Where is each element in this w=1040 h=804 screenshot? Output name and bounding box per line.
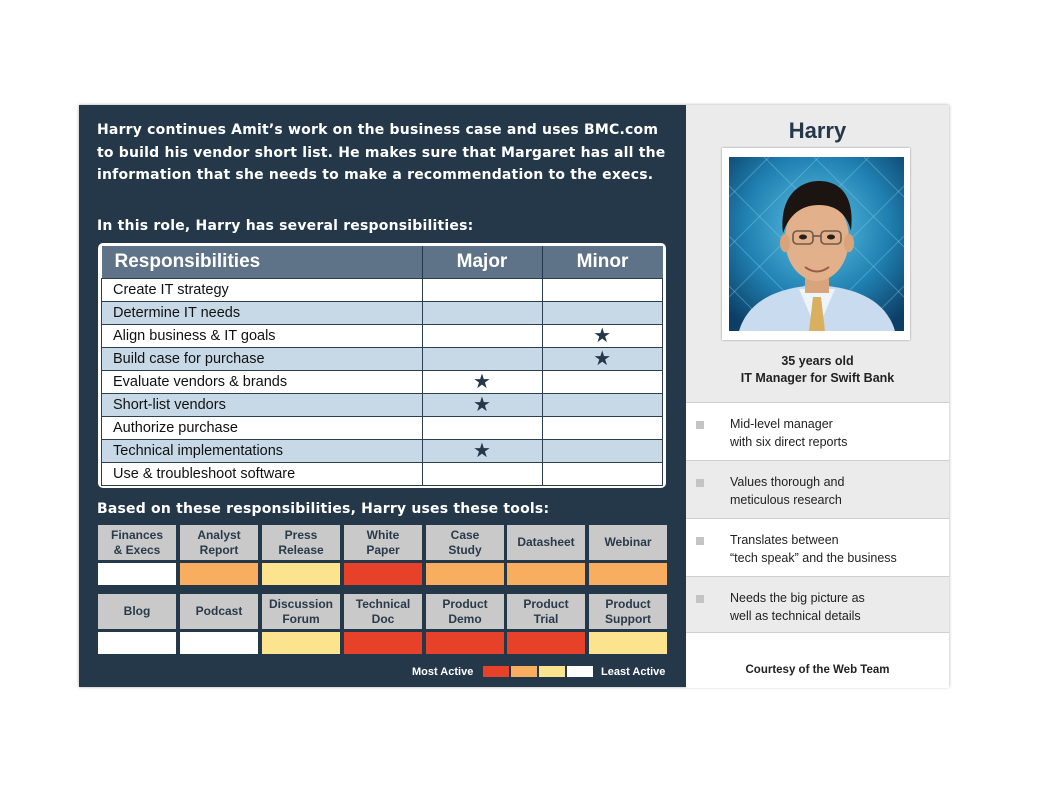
scale-swatch-most [482,665,510,678]
tool-activity-level [589,632,667,654]
column-header-responsibilities: Responsibilities [102,246,423,279]
minor-star-icon: ★ [542,325,663,348]
major-star-icon [422,302,542,325]
tool-activity-level [262,563,340,585]
minor-star-icon: ★ [542,348,663,371]
persona-photo [729,157,904,331]
responsibility-label: Align business & IT goals [102,325,423,348]
tool-tile [180,594,258,654]
responsibility-label: Evaluate vendors & brands [102,371,423,394]
trait-item [686,460,949,518]
persona-photo-frame [722,148,910,340]
table-row [102,394,663,417]
table-row [102,417,663,440]
responsibility-label: Determine IT needs [102,302,423,325]
minor-star-icon [542,279,663,302]
tool-activity-level [180,632,258,654]
trait-item [686,576,949,634]
major-star-icon: ★ [422,371,542,394]
table-row [102,440,663,463]
persona-details-panel [79,105,686,687]
persona-name: Harry [788,118,847,143]
minor-star-icon [542,371,663,394]
minor-star-icon [542,463,663,486]
tool-activity-level [589,563,667,585]
scale-swatch-high [510,665,538,678]
tool-label: Datasheet [507,525,585,560]
tool-label: Podcast [180,594,258,629]
tool-label: Discussion Forum [262,594,340,629]
table-row [102,279,663,302]
persona-card [79,105,949,687]
column-header-major: Major [422,246,542,279]
tool-label: Product Trial [507,594,585,629]
tool-label: Press Release [262,525,340,560]
tool-activity-level [98,563,176,585]
major-star-icon: ★ [422,440,542,463]
tool-tile [507,594,585,654]
tool-label: Case Study [426,525,504,560]
major-star-icon [422,279,542,302]
tool-activity-level [344,563,422,585]
tool-tile [98,525,176,585]
persona-meta [686,353,949,387]
minor-star-icon [542,394,663,417]
tool-label: Product Demo [426,594,504,629]
trait-item [686,402,949,460]
tool-tile [98,594,176,654]
scale-swatch-medium [538,665,566,678]
activity-scale [482,665,594,678]
legend-most-active: Most Active [412,666,474,678]
tool-label: Webinar [589,525,667,560]
courtesy-area [686,632,949,688]
responsibilities-heading: In this role, Harry has several responsibilities: [97,218,474,234]
tool-tile [262,594,340,654]
trait-item [686,518,949,576]
tool-activity-level [344,632,422,654]
tool-tile [344,594,422,654]
major-star-icon [422,463,542,486]
responsibility-label: Build case for purchase [102,348,423,371]
tool-tile [426,525,504,585]
tool-label: Technical Doc [344,594,422,629]
trait-text: Mid-level manager with six direct reports [730,417,848,449]
tools-heading: Based on these responsibilities, Harry uses these tools: [97,501,550,517]
responsibility-label: Use & troubleshoot software [102,463,423,486]
trait-text: Values thorough and meticulous research [730,475,845,507]
responsibility-label: Create IT strategy [102,279,423,302]
minor-star-icon [542,440,663,463]
courtesy-note: Courtesy of the Web Team [745,664,890,676]
table-row [102,371,663,394]
column-header-minor: Minor [542,246,663,279]
tool-tile [507,525,585,585]
scale-swatch-least [566,665,594,678]
table-row [102,302,663,325]
trait-text: Translates between “tech speak” and the business [730,533,897,565]
responsibilities-table-frame [98,243,666,488]
tool-tile [426,594,504,654]
persona-job-title: IT Manager for Swift Bank [740,371,895,385]
tool-tile [262,525,340,585]
tool-activity-level [180,563,258,585]
table-row [102,463,663,486]
responsibilities-table [101,246,663,486]
major-star-icon [422,417,542,440]
tool-label: Product Support [589,594,667,629]
tool-tile [589,525,667,585]
major-star-icon [422,348,542,371]
tool-tile [589,594,667,654]
tool-label: Analyst Report [180,525,258,560]
tool-label: Finances & Execs [98,525,176,560]
tool-tile [344,525,422,585]
bullet-square-icon [696,421,704,429]
major-star-icon [422,325,542,348]
tool-activity-level [426,563,504,585]
trait-text: Needs the big picture as well as technical details [730,591,865,623]
tool-activity-level [507,563,585,585]
tool-tile [180,525,258,585]
legend-least-active: Least Active [601,666,666,678]
responsibility-label: Authorize purchase [102,417,423,440]
intro-paragraph: Harry continues Amit’s work on the business case and uses BMC.com to build his vendor short list. He makes sure that Margaret has all the information that she needs to make a recommendation to the execs. [97,122,666,183]
tool-activity-level [426,632,504,654]
table-row [102,348,663,371]
persona-age: 35 years old [781,354,854,368]
tool-label: White Paper [344,525,422,560]
bullet-square-icon [696,537,704,545]
persona-profile-panel [686,105,949,687]
responsibility-label: Short-list vendors [102,394,423,417]
minor-star-icon [542,417,663,440]
tool-label: Blog [98,594,176,629]
minor-star-icon [542,302,663,325]
tool-activity-level [262,632,340,654]
bullet-square-icon [696,595,704,603]
responsibility-label: Technical implementations [102,440,423,463]
major-star-icon: ★ [422,394,542,417]
tool-activity-level [98,632,176,654]
table-row [102,325,663,348]
bullet-square-icon [696,479,704,487]
tool-activity-level [507,632,585,654]
